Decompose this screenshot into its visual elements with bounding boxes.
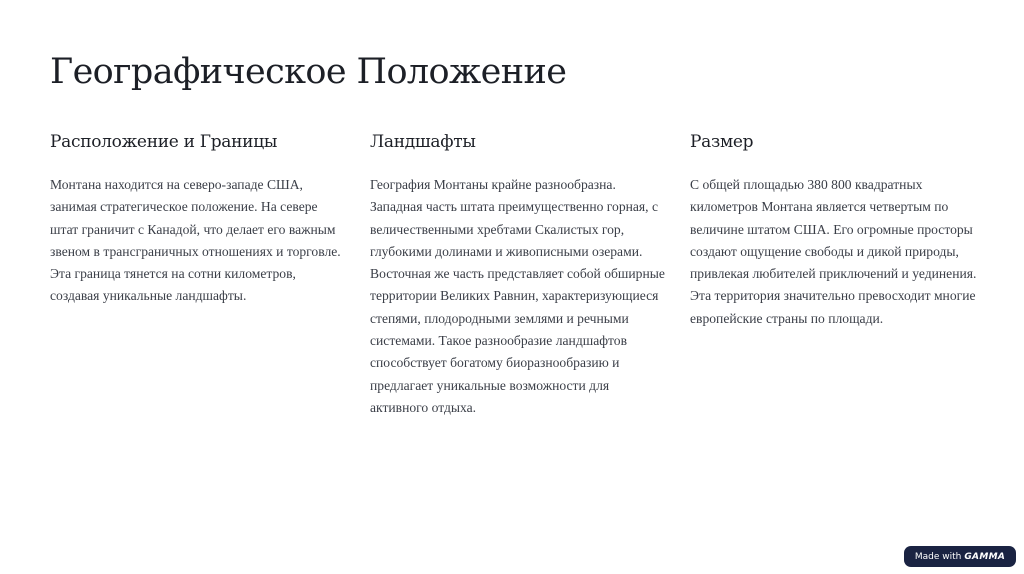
made-with-gamma-badge[interactable] bbox=[904, 546, 1016, 567]
badge-prefix: Made with bbox=[914, 551, 962, 562]
column-heading: Расположение и Границы bbox=[50, 132, 278, 152]
column-text: География Монтаны крайне разнообразна. Западная часть штата преимущественно горная, с величественными хребтами Скалистых гор, глубокими долинами и живописными озерами. Восточная же часть представляет собой обширные территории Великих Равнин, характеризующиеся степями, плодородными землями и речными системами. Такое разнообразие ландшафтов способствует богатому биоразнообразию и предлагает уникальные возможности для активного отдыха. bbox=[370, 177, 665, 415]
column-text: С общей площадью 380 800 квадратных километров Монтана является четвертым по величине штатом США. Его огромные просторы создают ощущение свободы и дикой природы, привлекая любителей приключений и уединения. Эта территория значительно превосходит многие европейские страны по площади. bbox=[690, 177, 977, 326]
slide-title: Географическое Положение bbox=[50, 52, 567, 92]
column-location bbox=[50, 132, 345, 308]
column-landscapes bbox=[370, 132, 665, 419]
column-heading: Размер bbox=[690, 132, 754, 152]
column-heading: Ландшафты bbox=[370, 132, 476, 152]
gamma-logo: GAMMA bbox=[964, 551, 1006, 562]
column-size bbox=[690, 132, 985, 330]
column-text: Монтана находится на северо-западе США, занимая стратегическое положение. На севере штат граничит с Канадой, что делает его важным звеном в трансграничных отношениях и торговле. Эта граница тянется на сотни километров, создавая уникальные ландшафты. bbox=[50, 177, 341, 304]
